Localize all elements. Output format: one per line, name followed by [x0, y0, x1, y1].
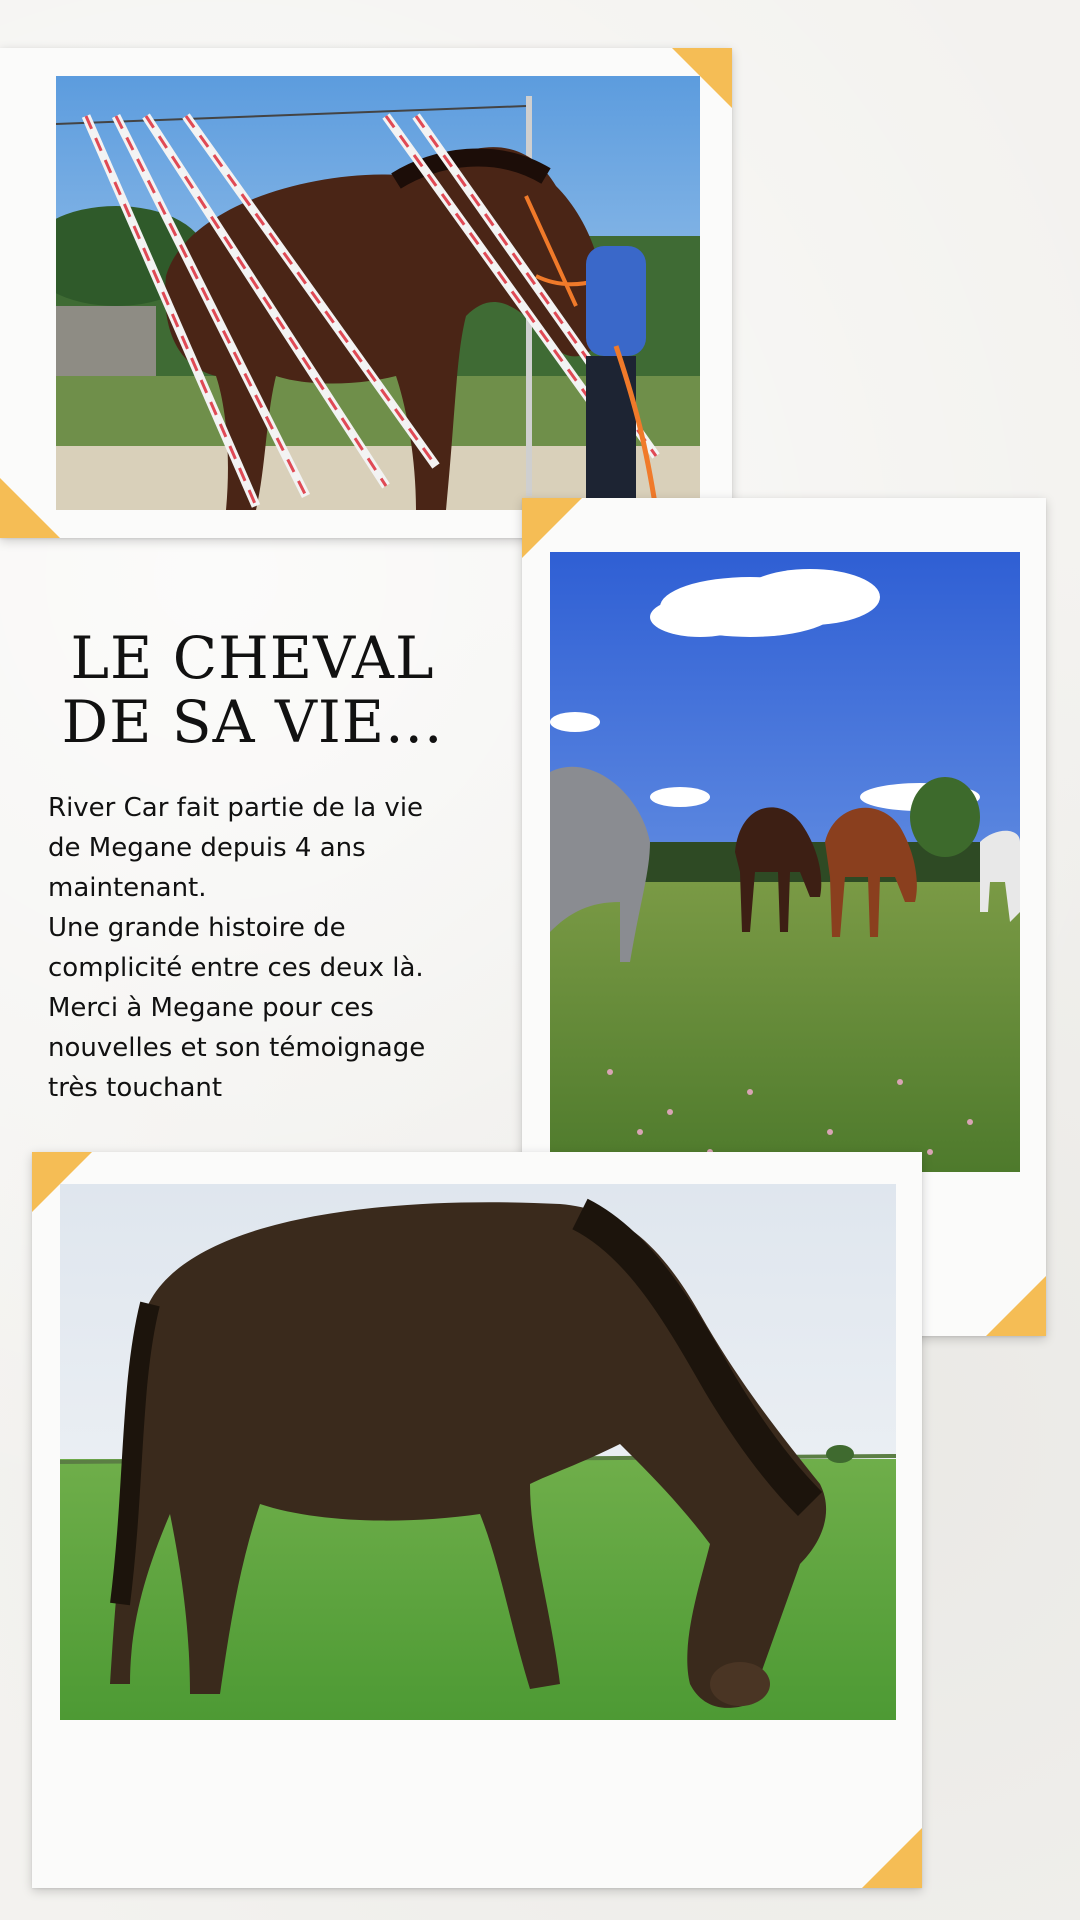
- text-line: Merci à Megane pour ces: [48, 993, 374, 1023]
- text-line: nouvelles et son témoignage: [48, 1033, 426, 1063]
- photo-frame-3: [32, 1152, 922, 1888]
- text-line: maintenant.: [48, 873, 207, 903]
- photo-horse-ribbons: [56, 76, 700, 510]
- text-line: de Megane depuis 4 ans: [48, 833, 366, 863]
- text-line: très touchant: [48, 1073, 223, 1103]
- photo-horse-grazing: [60, 1184, 896, 1720]
- text-line: Une grande histoire de: [48, 913, 346, 943]
- corner-tab: [672, 48, 732, 108]
- story-text: [48, 788, 488, 1108]
- page-title: [40, 626, 465, 754]
- corner-tab: [0, 478, 60, 538]
- text-line: River Car fait partie de la vie: [48, 793, 424, 823]
- corner-tab: [986, 1276, 1046, 1336]
- corner-tab: [862, 1828, 922, 1888]
- photo-frame-1: [0, 48, 732, 538]
- corner-tab: [522, 498, 582, 558]
- title-line-2: DE SA VIE...: [61, 688, 444, 756]
- text-line: complicité entre ces deux là.: [48, 953, 424, 983]
- title-line-1: LE CHEVAL: [70, 624, 435, 692]
- corner-tab: [32, 1152, 92, 1212]
- photo-horses-meadow: [550, 552, 1020, 1172]
